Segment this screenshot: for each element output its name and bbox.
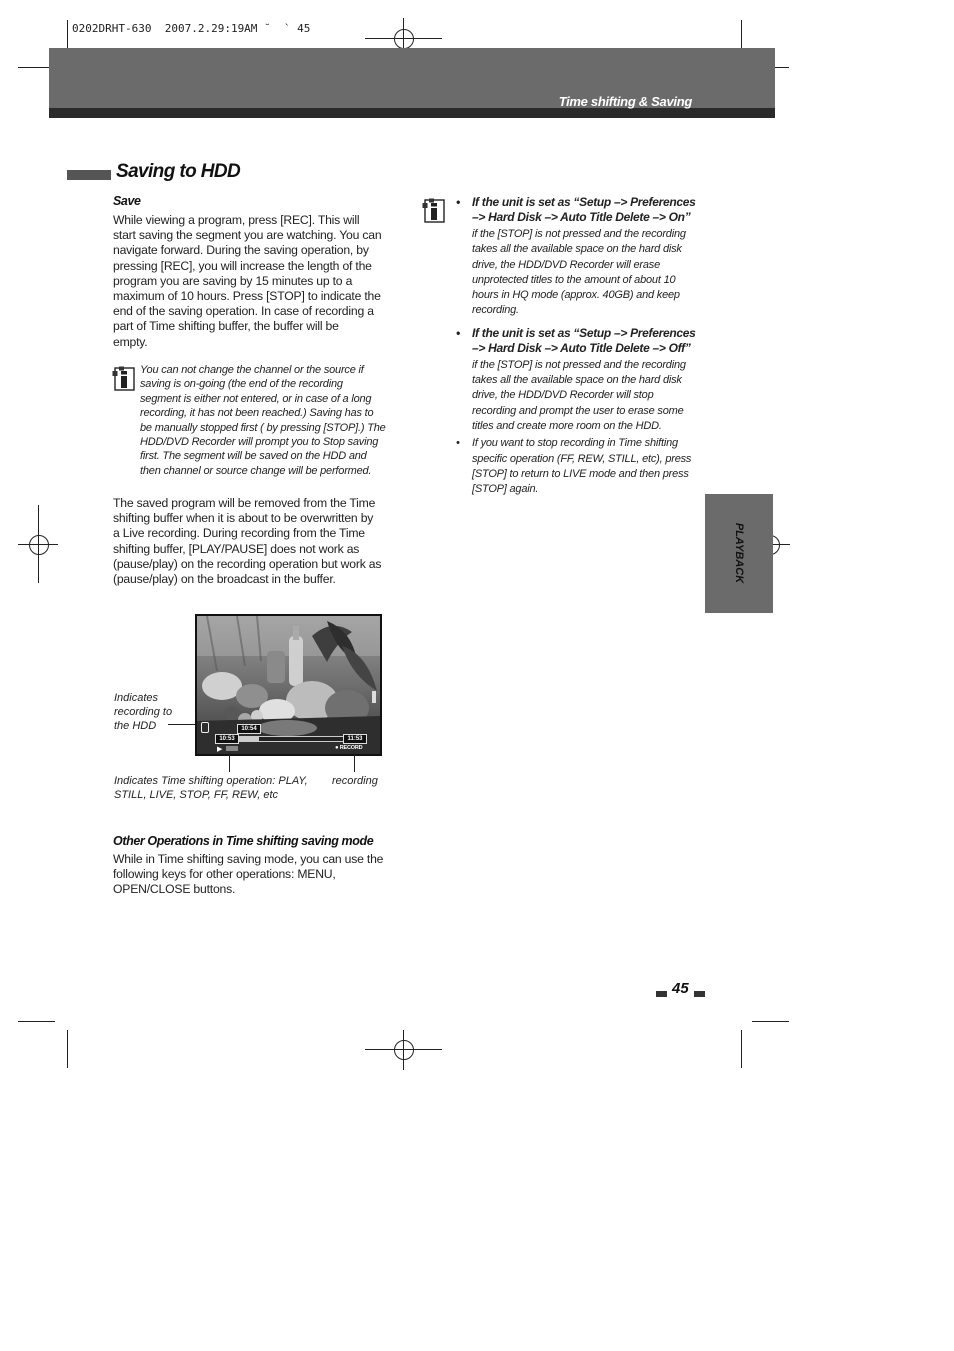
bullet-body [472,436,696,497]
section-title-bar [67,170,111,180]
page-number-mark [694,991,705,997]
note-line: drive, the HDD/DVD Recorder will stop [472,389,654,402]
text-line: (pause/play) on the broadcast in the buffer. [113,572,336,587]
play-icon: ▶ [217,746,223,753]
text-line: shifting buffer when it is about to be overwritten by [113,511,374,526]
bullet-head-line: –> Hard Disk –> Auto Title Delete –> On” [472,210,691,224]
record-indicator [335,745,362,751]
bullet-dot: • [456,325,460,340]
page-number-mark [656,991,667,997]
note-line: then channel or source change will be performed. [140,464,372,477]
text-line: a Live recording. During recording from the Time [113,526,365,541]
text-line: shifting buffer, [PLAY/PAUSE] does not work as [113,541,360,556]
caption-line: Indicates Time shifting operation: PLAY, [114,775,308,787]
note-line: recording. [472,304,519,317]
state-indicator [226,746,238,751]
header-section-label: Time shifting & Saving [558,94,692,109]
note-line: [STOP] again. [472,483,539,496]
crop-mark [18,1021,55,1022]
registration-mark [394,1040,414,1060]
text-line: The saved program will be removed from the Time [113,496,376,510]
note-line: saving is on-going (the end of the recording [140,378,343,391]
registration-mark [29,535,49,555]
bullet-list [456,195,696,497]
info-icon [112,366,136,392]
note-line: takes all the available space on the hard disk [472,374,682,387]
text-line: empty. [113,334,148,349]
note-line: if the [STOP] is not pressed and the recording [472,228,686,240]
text-line: While viewing a program, press [REC]. This will [113,213,360,227]
bullet-body [472,227,696,319]
start-time: 10:53 [215,734,239,744]
note-line: unprotected titles to the amount of about 10 [472,273,676,286]
bullet-item [456,195,696,319]
record-label: RECORD [339,745,363,751]
text-line: pressing [REC], you will increase the length of the [113,258,372,273]
caption-line: the HDD [114,720,157,732]
crop-mark [67,1030,68,1068]
caption-hdd [114,691,184,733]
print-slug: 0202DRHT-630 2007.2.29:19AM ˘ ` 45 [72,22,311,35]
save-note [140,363,390,478]
note-line: be manually stopped first ( by pressing [STOP].) The [140,421,386,434]
bullet-item [456,436,696,497]
bullet-head-line: If the unit is set as “Setup –> Preferences [472,195,696,209]
bullet-dot: • [456,195,460,209]
timeshift-bar [197,720,380,754]
note-line: hours in HQ mode (approx. 40GB) and keep [472,289,680,302]
other-ops-paragraph [113,852,393,898]
note-line: if the [STOP] is not pressed and the recording [472,358,686,371]
text-line: following keys for other operations: MENU, [113,867,336,882]
crop-mark [752,1021,789,1022]
other-ops-heading: Other Operations in Time shifting saving mode [113,834,374,848]
section-title: Saving to HDD [116,161,241,182]
text-line: (pause/play) on the recording operation but work as [113,556,382,571]
note-line: You can not change the channel or the source if [140,364,364,376]
text-line: end of the saving operation. In case of recording a [113,304,374,319]
note-line: specific operation (FF, REW, STILL, etc), press [472,452,692,465]
text-line: navigate forward. During the saving operation, by [113,243,369,258]
note-line: [STOP] to return to LIVE mode and then press [472,467,689,480]
bullet-head-line: If the unit is set as “Setup –> Preferences [472,325,696,340]
text-line: maximum of 10 hours. Press [STOP] to indicate the [113,289,381,304]
record-icon: ● [335,745,339,751]
bullet-dot: • [456,437,460,450]
progress-fill [240,737,259,741]
text-line: OPEN/CLOSE buttons. [113,882,236,897]
note-line: first. The segment will be saved on the HDD and [140,450,367,463]
still-life-photo [195,614,382,756]
bullet-item [456,326,696,434]
note-line: takes all the available space on the hard disk [472,243,682,256]
caption-timeshift [114,774,324,802]
text-line: start saving the segment you are watching. You can [113,228,382,243]
progress-track [239,736,345,742]
save-paragraph-2 [113,496,388,587]
note-line: segment is either not entered, or in case of a long [140,392,372,405]
caption-recording: recording [332,775,378,787]
caption-line: recording to [114,706,173,718]
hdd-icon [201,722,209,733]
registration-mark [394,29,414,49]
text-line: While in Time shifting saving mode, you can use the [113,852,384,866]
note-line: recording and prompt the user to erase some [472,404,684,417]
note-line: titles and create more room on the HDD. [472,419,662,432]
note-line: HDD/DVD Recorder will prompt you to Stop saving [140,436,379,449]
note-line: drive, the HDD/DVD Recorder will erase [472,258,661,271]
crop-mark [741,1030,742,1068]
current-time: 10:54 [237,724,261,734]
bullet-body [472,358,696,434]
callout-line [229,752,230,772]
note-line: If you want to stop recording in Time shifting [472,437,678,450]
callout-line [354,752,355,772]
end-time: 11:53 [343,734,367,744]
info-icon [422,198,446,224]
page-number: 45 [672,980,689,997]
caption-line: STILL, LIVE, STOP, FF, REW, etc [114,789,279,801]
save-heading: Save [113,194,141,208]
bullet-head-line: –> Hard Disk –> Auto Title Delete –> Off” [472,340,691,355]
save-paragraph [113,213,388,350]
note-line: recording, it has not been reached.) Saving has to [140,407,374,420]
caption-line: Indicates [114,692,159,704]
header-strip [49,108,775,118]
text-line: part of Time shifting buffer, the buffer will be [113,319,339,334]
text-line: program you are saving by 15 minutes up to a [113,273,353,288]
side-tab-label: PLAYBACK [733,522,745,584]
